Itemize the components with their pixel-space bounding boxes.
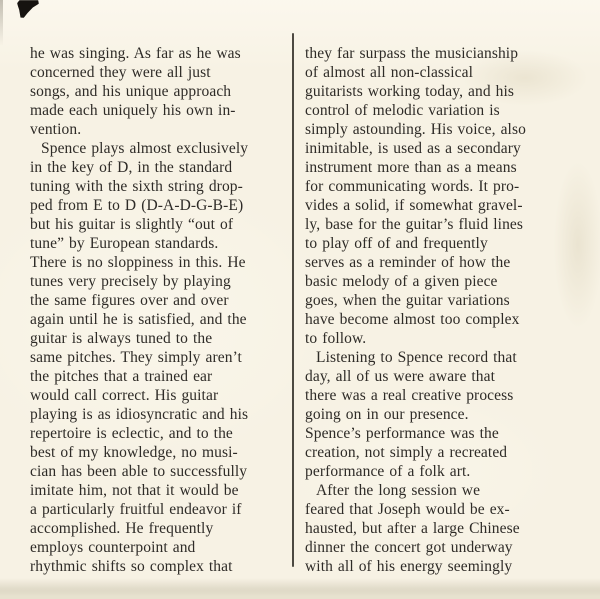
- text-line: vides a solid, if somewhat gravel-: [305, 197, 523, 214]
- text-line: vention.: [30, 121, 82, 138]
- text-line: ped from E to D (D-A-D-G-B-E): [30, 197, 244, 214]
- text-line: tune” by European standards.: [30, 235, 219, 252]
- text-line: basic melody of a given piece: [305, 273, 498, 290]
- text-line: rhythmic shifts so complex that: [30, 558, 233, 575]
- text-line: for communicating words. It pro-: [305, 178, 520, 195]
- text-column-left: [30, 44, 288, 576]
- text-line: guitarists working today, and his: [305, 83, 515, 100]
- text-line: feared that Joseph would be ex-: [305, 501, 510, 518]
- text-line: a particularly fruitful endeavor if: [30, 501, 242, 518]
- page-edge-shade: [0, 0, 3, 46]
- text-line: day, all of us were aware that: [305, 368, 496, 385]
- ink-blot-mark: [17, 0, 39, 18]
- text-line: to follow.: [305, 330, 367, 347]
- text-line: repertoire is eclectic, and to the: [30, 425, 233, 442]
- text-line: best of my knowledge, no musi-: [30, 444, 238, 461]
- text-line: instrument more than as a means: [305, 159, 517, 176]
- text-line: songs, and his unique approach: [30, 83, 232, 100]
- text-line: the pitches that a trained ear: [30, 368, 213, 385]
- text-line: creation, not simply a recreated: [305, 444, 508, 461]
- text-line: accomplished. He frequently: [30, 520, 214, 537]
- text-line: control of melodic variation is: [305, 102, 500, 119]
- text-line: hausted, but after a large Chinese: [305, 520, 520, 537]
- text-line: he was singing. As far as he was: [30, 45, 241, 62]
- text-line: serves as a reminder of how the: [305, 254, 511, 271]
- text-line: concerned they were all just: [30, 64, 211, 81]
- text-line: inimitable, is used as a secondary: [305, 140, 521, 157]
- text-column-right: [305, 44, 569, 576]
- page-bottom-shadow: [0, 588, 600, 599]
- text-line: of almost all non-classical: [305, 64, 473, 81]
- text-line: goes, when the guitar variations: [305, 292, 510, 309]
- text-line: playing is as idiosyncratic and his: [30, 406, 249, 423]
- text-line: same pitches. They simply aren’t: [30, 349, 242, 366]
- text-line: but his guitar is slightly “out of: [30, 216, 234, 233]
- text-line: made each uniquely his own in-: [30, 102, 236, 119]
- text-line: Listening to Spence record that: [316, 349, 517, 366]
- text-line: they far surpass the musicianship: [305, 45, 519, 62]
- text-line: again until he is satisfied, and the: [30, 311, 247, 328]
- text-line: in the key of D, in the standard: [30, 159, 233, 176]
- text-line: dinner the concert got underway: [305, 539, 513, 556]
- text-line: After the long session we: [316, 482, 481, 499]
- text-line: There is no sloppiness in this. He: [30, 254, 246, 271]
- text-line: tuning with the sixth string drop-: [30, 178, 243, 195]
- text-line: there was a real creative process: [305, 387, 514, 404]
- text-line: cian has been able to successfully: [30, 463, 248, 480]
- column-divider-rule: [292, 33, 294, 567]
- text-line: would call correct. His guitar: [30, 387, 219, 404]
- text-line: Spence’s performance was the: [305, 425, 499, 442]
- text-line: to play off of and frequently: [305, 235, 488, 252]
- text-line: employs counterpoint and: [30, 539, 196, 556]
- text-line: Spence plays almost exclusively: [41, 140, 249, 157]
- text-line: with all of his energy seemingly: [305, 558, 513, 575]
- text-line: ly, base for the guitar’s fluid lines: [305, 216, 524, 233]
- text-line: simply astounding. His voice, also: [305, 121, 526, 138]
- text-line: going on in our presence.: [305, 406, 469, 423]
- text-line: imitate him, not that it would be: [30, 482, 239, 499]
- text-line: the same figures over and over: [30, 292, 229, 309]
- text-line: guitar is always tuned to the: [30, 330, 213, 347]
- text-line: performance of a folk art.: [305, 463, 471, 480]
- text-line: have become almost too complex: [305, 311, 520, 328]
- text-line: tunes very precisely by playing: [30, 273, 231, 290]
